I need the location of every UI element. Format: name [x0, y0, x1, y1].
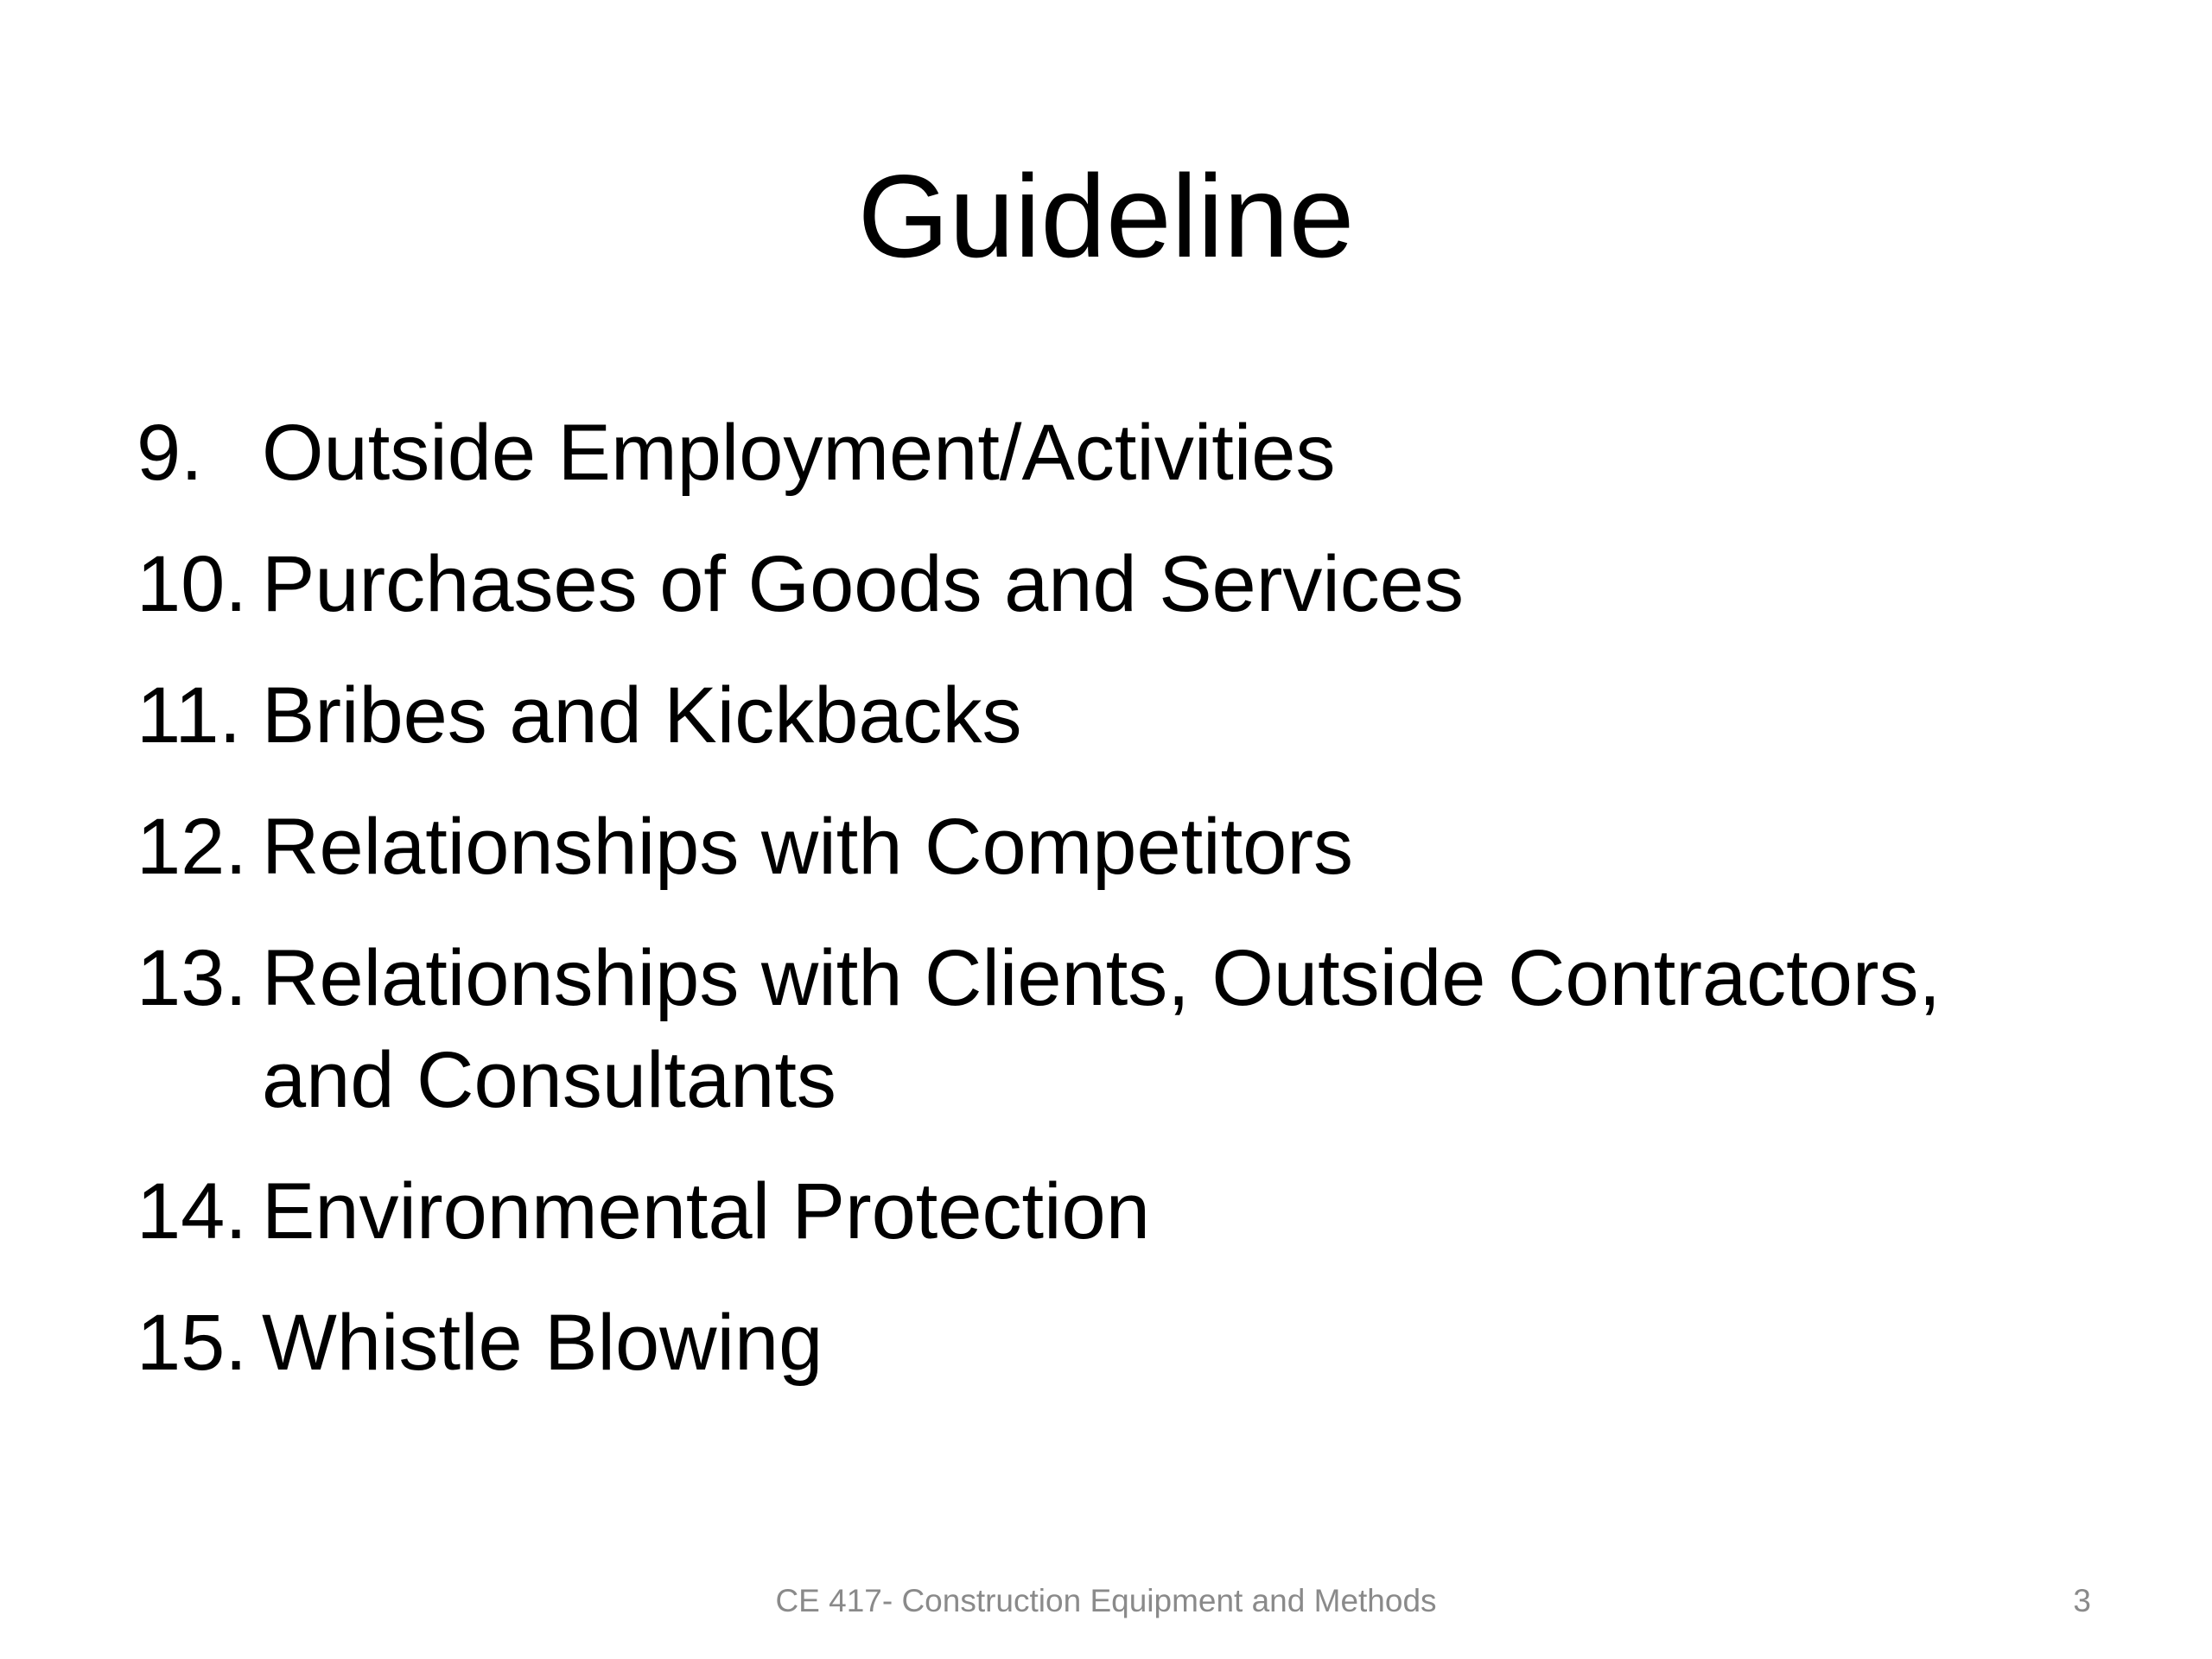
list-item: [137, 664, 2081, 766]
list-item-number: 14.: [137, 1167, 247, 1255]
list-item-number: 10.: [137, 540, 247, 628]
list-item-text: Relationships with Clients, Outside Contractors, and Consultants: [262, 934, 1942, 1124]
list-item-number: 15.: [137, 1299, 247, 1387]
list-item: [137, 1292, 2081, 1394]
list-item: [137, 1160, 2081, 1262]
list-item-text: Relationships with Competitors: [262, 803, 1353, 891]
slide-title: Guideline: [857, 150, 1355, 282]
list-item-text: Environmental Protection: [262, 1167, 1150, 1255]
list-item-text: Whistle Blowing: [262, 1299, 823, 1387]
list-item: [137, 402, 2081, 504]
list-item-text: Outside Employment/Activities: [262, 409, 1336, 497]
list-item-text: Bribes and Kickbacks: [262, 671, 1022, 760]
list-item: [137, 796, 2081, 898]
page-number: 3: [2073, 1583, 2091, 1618]
list-item: [137, 927, 2081, 1131]
list-item-text: Purchases of Goods and Services: [262, 540, 1464, 628]
list-item-number: 12.: [137, 803, 247, 891]
guideline-list: [137, 402, 2081, 1423]
slide-footer: CE 417- Construction Equipment and Methods: [775, 1583, 1437, 1618]
list-item-number: 13.: [137, 934, 247, 1022]
list-item-number: 9.: [137, 409, 203, 497]
list-item: [137, 533, 2081, 635]
list-item-number: 11.: [137, 671, 242, 760]
